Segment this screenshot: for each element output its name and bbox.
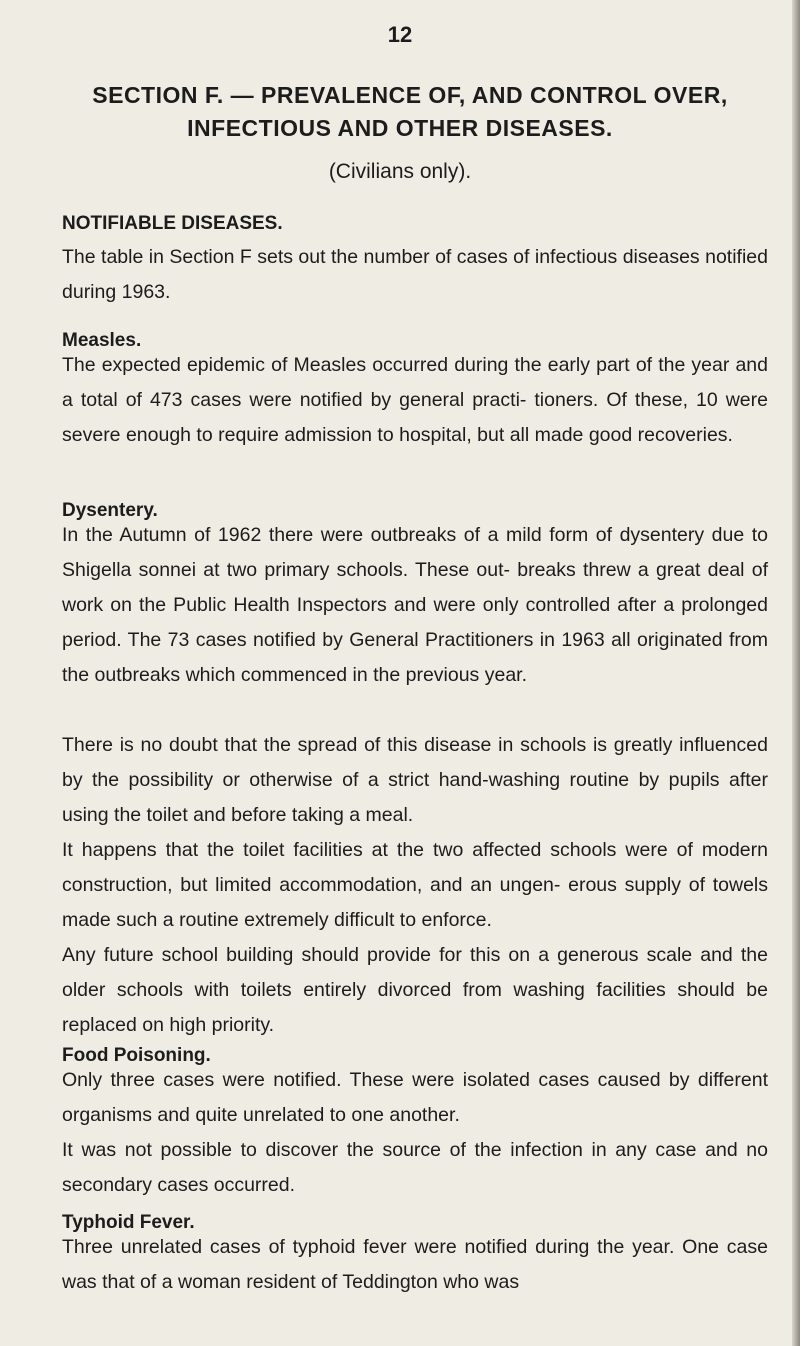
heading-typhoid-fever: Typhoid Fever. xyxy=(62,1212,195,1233)
measles-paragraph: The expected epidemic of Measles occurred during the early part of the year and a total of 473 cases were notified by general practi- tioners. Of these, 10 were severe enough to require admission to hospital, but all made good recoveries. xyxy=(62,354,768,446)
heading-notifiable-diseases: NOTIFIABLE DISEASES. xyxy=(62,213,283,234)
heading-dysentery: Dysentery. xyxy=(62,500,158,521)
heading-food-poisoning: Food Poisoning. xyxy=(62,1045,211,1066)
heading-measles: Measles. xyxy=(62,330,142,351)
typhoid-paragraph-1: Three unrelated cases of typhoid fever were notified during the year. One case was that of a woman resident of Teddington who was xyxy=(62,1236,768,1293)
page-edge xyxy=(792,0,800,1346)
dysentery-paragraph-3: It happens that the toilet facilities at the two affected schools were of modern construction, but limited accommodation, and an ungen- erous supply of towels made such a routine extremely difficult to enforce. xyxy=(62,839,768,931)
food-paragraph-2: It was not possible to discover the source of the infection in any case and no secondary cases occurred. xyxy=(62,1139,768,1196)
dysentery-paragraph-1: In the Autumn of 1962 there were outbreaks of a mild form of dysentery due to Shigella sonnei at two primary schools. These out- breaks threw a great deal of work on the Public Health Inspectors and were only controlled after a prolonged period. The 73 cases notified by General Practitioners in 1963 all originated from the outbreaks which commenced in the previous year. xyxy=(62,524,768,686)
section-subtitle: (Civilians only). xyxy=(328,160,472,183)
dysentery-paragraph-2: There is no doubt that the spread of this disease in schools is greatly influenced by the possibility or otherwise of a strict hand-washing routine by pupils after using the toilet and before taking a meal. xyxy=(62,734,768,826)
page-number: 12 xyxy=(387,22,413,47)
dysentery-paragraph-4: Any future school building should provide for this on a generous scale and the older schools with toilets entirely divorced from washing facilities should be replaced on high priority. xyxy=(62,944,768,1036)
food-paragraph-1: Only three cases were notified. These were isolated cases caused by different organisms and quite unrelated to one another. xyxy=(62,1069,768,1126)
section-title-line-2: INFECTIOUS AND OTHER DISEASES. xyxy=(187,115,613,141)
notifiable-paragraph: The table in Section F sets out the number of cases of infectious diseases notified during 1963. xyxy=(62,246,768,303)
section-title-line-1: SECTION F. — PREVALENCE OF, AND CONTROL OVER, xyxy=(92,82,728,108)
